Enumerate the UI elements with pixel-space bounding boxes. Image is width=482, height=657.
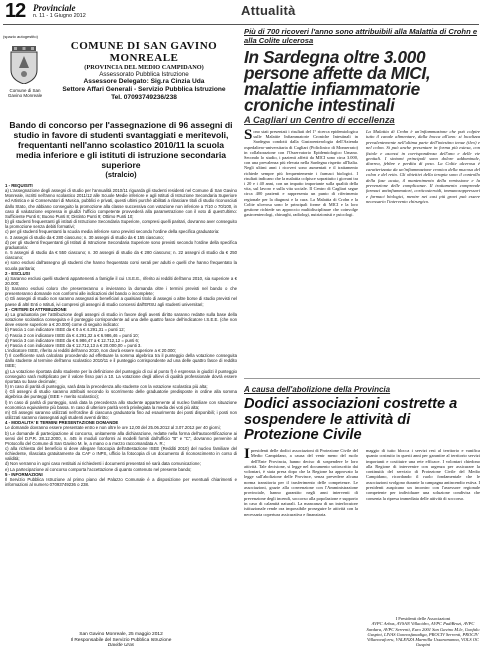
article2-text: presidenti delle dodici associazioni di Protezione Civile del Medio Campidano, a causa del venir meno del ruolo dell'Ente Provincia, hanno deciso di sospendere le loro attività. Tale decisione, si legge nel documento sottoscritto dai volontari, è stata presa dopo che la Regione ha approvato la legge sull'abolizione delle Province, senza prevedere alcuna norma transitoria per il trasferimento delle competenze. Le associazioni, grazie alla convenzione con l'Amministrazione provinciale, hanno garantito negli anni interventi di prevenzione degli incendi, soccorso alla popolazione e supporto in caso di calamità naturali. La mancanza di un interlocutore istituzionale rende ora impossibile proseguire le attività con la necessaria copertura assicurativa e finanziaria.	[244, 448, 358, 517]
space-note: (spazio autogestito)	[3, 34, 38, 39]
office-line: Assessorato Pubblica Istruzione	[99, 71, 189, 78]
article-divider	[244, 378, 480, 379]
article2-body-col1	[244, 448, 358, 517]
bando-paragraph: f) Il coefficiente sarà calcolato procedendo ad effettuare la somma algebrica tra il punteggio della votazione conseguita dallo studente al termine dell'anno scolastico 2010/11 e il punteggio corrispondente ad una delle quattro fasce di reddito ISEE;	[5, 353, 237, 369]
signature-block	[5, 632, 237, 649]
bando-paragraph: b) Saranno esclusi coloro che presenteranno o invieranno la domanda oltre i termini previsti nel bando o che presenteranno domande non conformi alle indicazioni del bando o incomplete;	[5, 286, 237, 297]
bando-paragraph: c) per gli studenti frequentanti la scuola media inferiore sono previsti secondo l'ordine della specifica graduatoria:	[5, 229, 220, 235]
masthead-brand: Provinciale	[33, 3, 76, 13]
crest-caption: Comune di San Gavino Monreale	[7, 88, 43, 98]
article1-sidebar-text: La Malattia di Crohn è un'infiammazione che può colpire tutto il canale alimentare, dalla bocca all'ano: si localizza prevalentemente nell'ultima parte dell'intestino tenue (ileo) e nel colon. Si può anche presentare in forma più estesa, con fistole e ascessi in corrispondenza dell'ano e delle vie genitali. I sintomi principali sono dolore addominale, diarrea, febbre e perdita di peso. La Colite ulcerosa è caratterizzata da un'infiammazione cronica della mucosa del colon e del retto. Gli obiettivi della terapia sono il controllo della fase acuta, il mantenimento della remissione e la prevenzione delle complicanze. Il trattamento comprende farmaci antinfiammatori, corticosteroidi, immunosoppressori e farmaci biologici, mentre nei casi più gravi può essere necessario l'intervento chirurgico.	[366, 129, 480, 205]
municipal-notice	[3, 28, 238, 654]
article1-kicker: Più di 700 ricoveri l'anno sono attribuibili alla Malattia di Crohn e alla Colite ulcerosa	[244, 27, 478, 45]
dropcap: I	[244, 446, 250, 462]
telephone-line: Tel. 07093749236/238	[111, 94, 177, 101]
article1-subheading: A Cagliari un Centro di eccellenza	[244, 114, 395, 125]
bando-paragraph: h) In caso di parità di punteggio, sarà data la precedenza allo studente con la votazione scolastica più alta;	[5, 384, 208, 390]
comune-heading	[51, 40, 237, 102]
bando-paragraph: n. 5 assegni di studio da € 550 ciascuno; n. 30 assegni di studio da € 280 ciascuno; n. 22 assegni di studio da € 250 ciascuno;	[5, 250, 237, 261]
assessore-line: Assessore Delegato: Sig.ra Cinzia Uda	[83, 78, 205, 85]
province-line: (PROVINCIA DEL MEDIO CAMPIDANO)	[84, 64, 204, 71]
bando-section-heading: 3 - CRITERI DI ATTRIBUZIONE	[5, 306, 67, 312]
bando-paragraph: Il Servizio Pubblica Istruzione al primo piano del Palazzo Comunale è a disposizione per eventuali chiarimenti e informazioni al numero 07093749236 o 238.	[5, 476, 237, 488]
bando-body	[5, 183, 237, 487]
bando-paragraph: e) sono esclusi dall'assegno gli studenti che hanno frequentato corsi serali per adulti e quelli che hanno frequentato la scuola paritaria;	[5, 260, 237, 271]
bando-paragraph: e) La partecipazione al concorso comporta l'accettazione di quanto contenuto nel presente bando;	[5, 466, 192, 472]
article2-headline: Dodici associazioni costrette a sospendere le attività di Protezione Civile	[244, 396, 458, 444]
bando-paragraph: g) La votazione riportata dallo studente per la definizione del punteggio di cui al punto f) è espressa in giudizi il punteggio conseguito sarà moltiplicato per il valore fisso pari a 10. La votazione degli allievi di qualità professionale dovrà essere riportata su base decimale;	[5, 368, 237, 384]
bando-paragraph: d) Fascia 3 con indicatore ISEE da € 6.986,47 a € 12.712,12 = punti 6;	[5, 337, 140, 343]
article2-text-continued: maggio di tutto blocca i servizi resi al territorio e vanifica quanto costruito in questi anni per garantire al territorio servizi importanti e costituire una rete efficace. I volontari chiedono alla Regione di intervenire con urgenza per assicurare la continuità del servizio di Protezione Civile del Medio Campidano, ricordando il ruolo fondamentale che le associazioni svolgono durante la campagna antincendio estiva. I presidenti auspicano un incontro con l'assessore regionale competente per individuare una soluzione condivisa che consenta la ripresa immediata delle attività di soccorso.	[366, 448, 480, 501]
bando-paragraph: d) Non verranno in ogni caso restituiti ai richiedenti i documenti presentati né sarà data comunicazione;	[5, 461, 201, 467]
bando-paragraph: b) Le domande di partecipazione al concorso, unitamente alla dichiarazione, redatte nella forma dell'autocertificazione ai sensi del D.P.R. 28.12.2000, n. 445 in moduli conformi ai modelli forniti dall'ufficio "B" e "C", dovranno pervenire al Protocollo del Comune di San Gavino M. le, a mano o a mezzo raccomandata A. R.;	[5, 430, 237, 446]
bando-paragraph: b) gli studenti frequentanti gli istituti di Istruzione Secondaria Superiore, compresi quelli paritari, dovranno aver conseguito la promozione senza debiti formativi;	[5, 219, 237, 230]
article2-body-col2	[366, 448, 480, 501]
signers-block	[366, 616, 480, 648]
issue-date: n. 11 - 1 Giugno 2012	[33, 13, 86, 19]
bando-paragraph: Le domande dovranno essere presentate entro e non oltre le ore 12,00 del 25.06.2012 al 3.07.2012 per 40 giorni;	[5, 425, 221, 431]
bando-paragraph: L'indicatore ISEE, riferito ai redditi dell'anno 2010, non dovrà essere superiore a € 20.000;	[5, 348, 176, 353]
bando-paragraph: n. 3 assegni di studio da € 280 ciascuno; n. 30 assegni di studio da € 155 ciascuno;	[5, 234, 164, 240]
bando-section-heading: 1 - REQUISITI	[5, 183, 33, 188]
page-header	[3, 2, 479, 25]
bando-paragraph: e) Fascia 4 con indicatore ISEE da € 12.712,13 a € 20.000,00 = punti 3.	[5, 342, 142, 348]
bando-section-heading: 5 - INFORMAZIONI	[5, 471, 43, 477]
comune-title: COMUNE DI SAN GAVINO MONREALE	[70, 40, 218, 64]
bando-paragraph: c) Gli assegni di studio non saranno assegnati ai beneficiari a qualsiasi titolo di assegni o altre borse di studio previsti nel paese di altri Enti o Istituti, ivi compresi gli assegni di studio concessi dall'ERSU agli studenti universitari;	[5, 296, 237, 307]
bando-paragraph: a) L'assegnazione degli assegni di studio per l'annualità 2010/11 riguarda gli studenti residenti nel Comune di San Gavino Monreale, iscritti nell'anno scolastico 2011/12 alle Scuole Medie inferiore e agli Istituti di Istruzione Secondaria Superiore ed Artistica e ai Conservatori di Musica, pubblici e privati, questi ultimi purché abilitati a rilasciare titoli di studio riconosciuti dallo Stato, che abbiano conseguito la promozione alla classe successiva con votazione non inferiore a 7/10 o 70/100, in caso di valutazione espressa in giudizi l'ufficio competente provvederà alla parametrazione con il voto di quest'ultimo: Sufficiente Punti 6; Buono Punti 8; Distinto Punti 9; Ottimo Punti 10;	[5, 188, 237, 219]
article1-body-col1	[244, 129, 358, 217]
article2-kicker: A causa dell'abolizione della Provincia	[244, 385, 391, 394]
bando-section-heading: 4 - MODALITA' E TERMINI PRESENTAZIONE DOMANDE	[5, 420, 119, 426]
signers-title: I Presidenti delle Associazioni	[395, 616, 451, 621]
page-number: 12	[5, 0, 26, 22]
article1-text: ono stati presentati i risultati del 1° ricerca epidemiologica sulle Malattie Infiammatorie Croniche Intestinali in Sardegna condotti dalla Gastroenterologia dell'Azienda ospedaliero-universitaria di Cagliari (Policlinico di Monserrato) in collaborazione con l'Osservatorio Epidemiologico Umano. Secondo lo studio, i pazienti affetti da MICI sono circa 3.000, con una prevalenza più elevata nella Sardegna rispetto all'Italia. Negli ultimi anni i ricoveri sono aumentati e il trattamento richiede sempre più frequentemente i farmaci biologici. I risultati indicano che la malattia colpisce soprattutto i giovani tra i 20 e i 40 anni, con un impatto importante sulla qualità della vita, sul lavoro e sulla vita sociale. Il Centro di Cagliari segue circa 400 pazienti e rappresenta un punto di riferimento regionale per la diagnosi e la cura. La Malattia di Crohn e la Colite ulcerosa sono le principali forme di MICI e la loro gestione richiede un approccio multidisciplinare che coinvolge gastroenterologi, chirurghi, radiologi, nutrizionisti e psicologi.	[244, 129, 359, 218]
article1-body-col2	[366, 129, 480, 205]
signature-role: Il Responsabile del Servizio Pubblica Istruzione	[70, 637, 172, 643]
bando-paragraph: m) Gli assegni saranno utilizzati nell'ordine di ciascuna graduatoria fino ad esaurimento dei posti disponibili; i posti non utilizzati saranno riassegnati agli studenti aventi diritto;	[5, 409, 237, 421]
bando-paragraph: l) In caso di parità di punteggio, sarà data la precedenza allo studente appartenente al nucleo familiare con situazione economica equivalente più bassa. In caso di ulteriore parità verrà privilegiata la media dei voti più alta;	[5, 399, 237, 410]
signature-name: Davide Uras	[107, 643, 135, 649]
dropcap: S	[244, 127, 253, 143]
bando-heading	[5, 120, 237, 180]
bando-paragraph: a) Saranno esclusi quelli studenti appartenenti a famiglie il cui I.S.E.E., riferito ai redditi dell'anno 2010, sia superiore a € 20.000;	[5, 275, 237, 286]
section-title: Attualità	[241, 3, 296, 18]
settore-line: Settore Affari Generali - Servizio Pubblica Istruzione	[62, 86, 226, 93]
bando-paragraph: c) alla richiesta del beneficio si deve allegare fotocopia dell'attestazione ISEE (Redditi 2010) del nucleo familiare del richiedente, rilasciata gratuitamente da CAF o INPS, ufficio la fotocopia di un documento di riconoscimento in corso di validità;	[5, 445, 237, 462]
bando-title: Bando di concorso per l'assegnazione di 96 assegni di studio in favore di studenti svantaggiati e meritevoli, frequentanti nell'anno scolastico 2010/11 la scuola media inferiore e gli istituti di istruzione secondaria superiore	[9, 120, 233, 170]
municipal-crest-icon	[9, 46, 39, 84]
bando-paragraph: c) Fascia 2 con indicatore ISEE da € 4.291,32 a € 6.986,46 = punti 10;	[5, 332, 139, 338]
bando-paragraph: d) per gli studenti frequentanti gli Istituti di Istruzione Secondaria Superiore sono previsti secondo l'ordine della specifica graduatoria:	[5, 239, 237, 250]
bando-section-heading: 2 - ESCLUSI	[5, 270, 30, 276]
bando-paragraph: a) La graduatoria per l'attribuzione degli assegni di studio in favore degli aventi diritto saranno redatte sulla base della votazione scolastica conseguita e il punteggio corrispondente ad una delle quattro fasce dell'indicatore I.S.E.E. (che non deve essere superiore a € 20.000) come di seguito indicato:	[5, 311, 237, 328]
signers-list: AVPC Arbus, AVSAN Villacidro, AVPC PadiBrozi, AVPC Sardara, AVPC Serrenti, Euro 2001 San Gavino M.le, Gonfalo Guspini, LIVAS Gonnosfanadiga, PROCIV Serrenti, PROCIV Villanovaforru, VALENZA Marmilla Ussaramanna, VOLS OC Guspini	[366, 621, 480, 648]
signature-place-date: San Gavino Monreale, 25 maggio 2012	[79, 632, 163, 637]
article1-headline: In Sardegna oltre 3.000 persone affette da MICI, malattie infiammatorie croniche intestinali	[244, 47, 431, 115]
bando-subtitle: (stralcio)	[105, 170, 137, 179]
bando-paragraph: i) Gli assegni di studio saranno attribuiti secondo lo scorrimento delle graduatorie predisposte in ordine alla somma algebrica dei punteggi (ISEE + merito scolastico);	[5, 389, 237, 400]
bando-paragraph: b) Fascia 1 con indicatore ISEE da € 0 a € 4.291,31 = punti 12;	[5, 327, 125, 333]
